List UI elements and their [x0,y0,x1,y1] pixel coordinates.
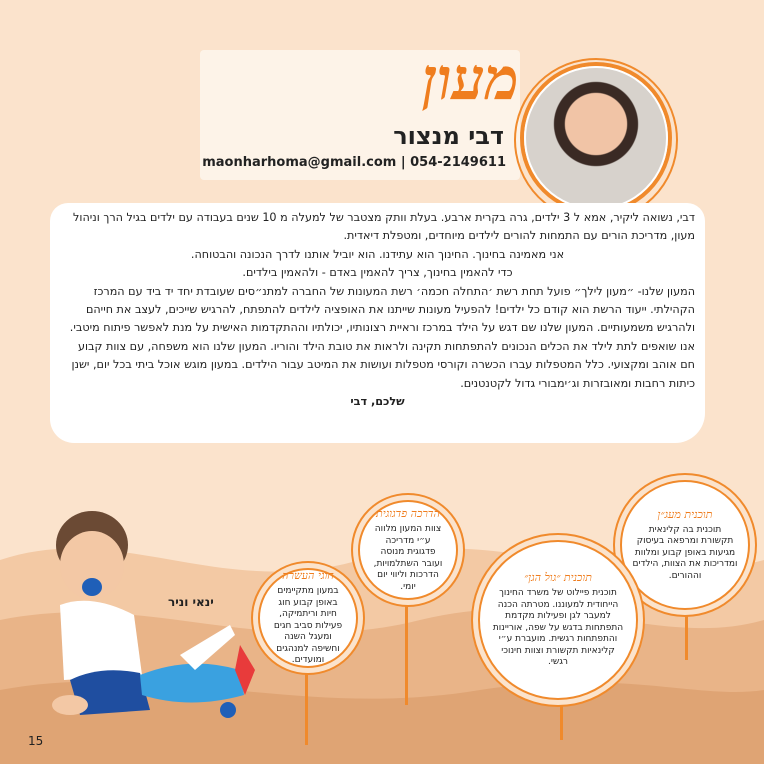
bio-text-box [50,203,705,443]
bubble-text: תוכנית פיילוט של משרד החינוך הייחודית למעוננו. מטרתה הכנה למעבר לגן ופעילות מקדמת התפתחות בדגש על שפה, אוריינות והתפתחות רגשית. מועברת ע״י קלינאיות תקשורת וצוות חינוכי רגשי. [492,588,624,668]
program-bubble [620,480,750,610]
bubble-title: חוגי העשרה [282,569,334,583]
bio-paragraph: דבי, נשואה ליקיר, אמא ל 3 ילדים, גרה בקרית ארבע. בעלת וותק מצטבר של למעלה מ 10 שנים בעבודה עם ילדים בגיל הרך וניהול מעון, מדריכת הורים עם התמחות להורים לילדים מיוחדים, ומטפלת דיאדית. [73,211,695,243]
program-bubble [478,540,638,700]
signature: שלכם, דבי [350,395,405,409]
bubble-title: תוכנית מעג״ן [657,507,713,521]
bubble-text: תוכנית בה קלינאית תקשורת ומרפאה בעיסוק מגיעות באופן קבוע ומלוות ומדריכות את הצוות, הילדים וההורים. [632,524,738,581]
belief-line: כדי להאמין בחינוך, צריך להאמין באדם - ולהאמין בילדים. [242,266,513,280]
bubble-title: תוכנית ״גול הגן״ [524,571,592,585]
bubble-text: במעון מתקיימים באופן קבוע חוג חיות וריתמיקה, פעילות סביב חגים ומעגל השנה וחשיפה למנהגים ומועדים. [273,586,343,666]
program-bubble [358,500,458,600]
sign-post [405,595,408,705]
page-title: מעון [422,45,519,113]
portrait-photo [524,66,668,210]
kids-caption: ינאי וניר [168,595,214,609]
bubble-text: צוות המעון מלווה ע״י מדריכה פדגוגית מנוסה ועובר השתלמויות, הדרכות וליווי יום יומי. [373,524,443,592]
bubble-title: הדרכה פדגוגית [376,507,440,520]
belief-line: אני מאמינה בחינוך. החינוך הוא עתידנו. הוא יוביל אותנו לדרך הנכונה והבטוחה. [190,247,565,261]
director-name: דבי מנצור [393,122,504,150]
daycare-paragraph: המעון שלנו- ״מעון לילך״ פועל תחת רשת ׳התחלה חכמה׳ רשת המעונות של החברה למתנ״סים שעובדת יחד יד ביד עם המרכז הקהילתי. ייעוד הרשת הוא קודם כל ילדים! להפעיל מעונות שייתנו את האופציה לילדים להתפתח, להרגיש שייכים, לעצב את חייהם ולהרגיש משמעותיים. המעון שלנו שם דגש על הילד במרכז וראיית רצונותיו, יכולתיו וההתקדמות האישית על מנת לאפשר פיתוח מיטבי. אנו שואפים לתת לילד את הכלים הנכונים להתפתחות תקינה ולראות את טובת הילד והוריו. המעון שלנו הוא משפחה, עם צוות קבוע חם אוהב ומקצועי. כלל המטפלות עברו הכשרה וקורסי מטפלות ועושות את המיטב עבור הילדים. במעון מוגש אוכל ביתי בכל יום, ישנן כיתות רחבות ומאובזרות וג׳ימבורי גדול לקטנטנים. [69,284,695,390]
child-with-toy-plane-image [30,505,280,735]
page-number: 15 [28,734,44,748]
contact-line: maonharhoma@gmail.com | 054-2149611 [202,155,506,170]
sign-post [305,665,308,745]
